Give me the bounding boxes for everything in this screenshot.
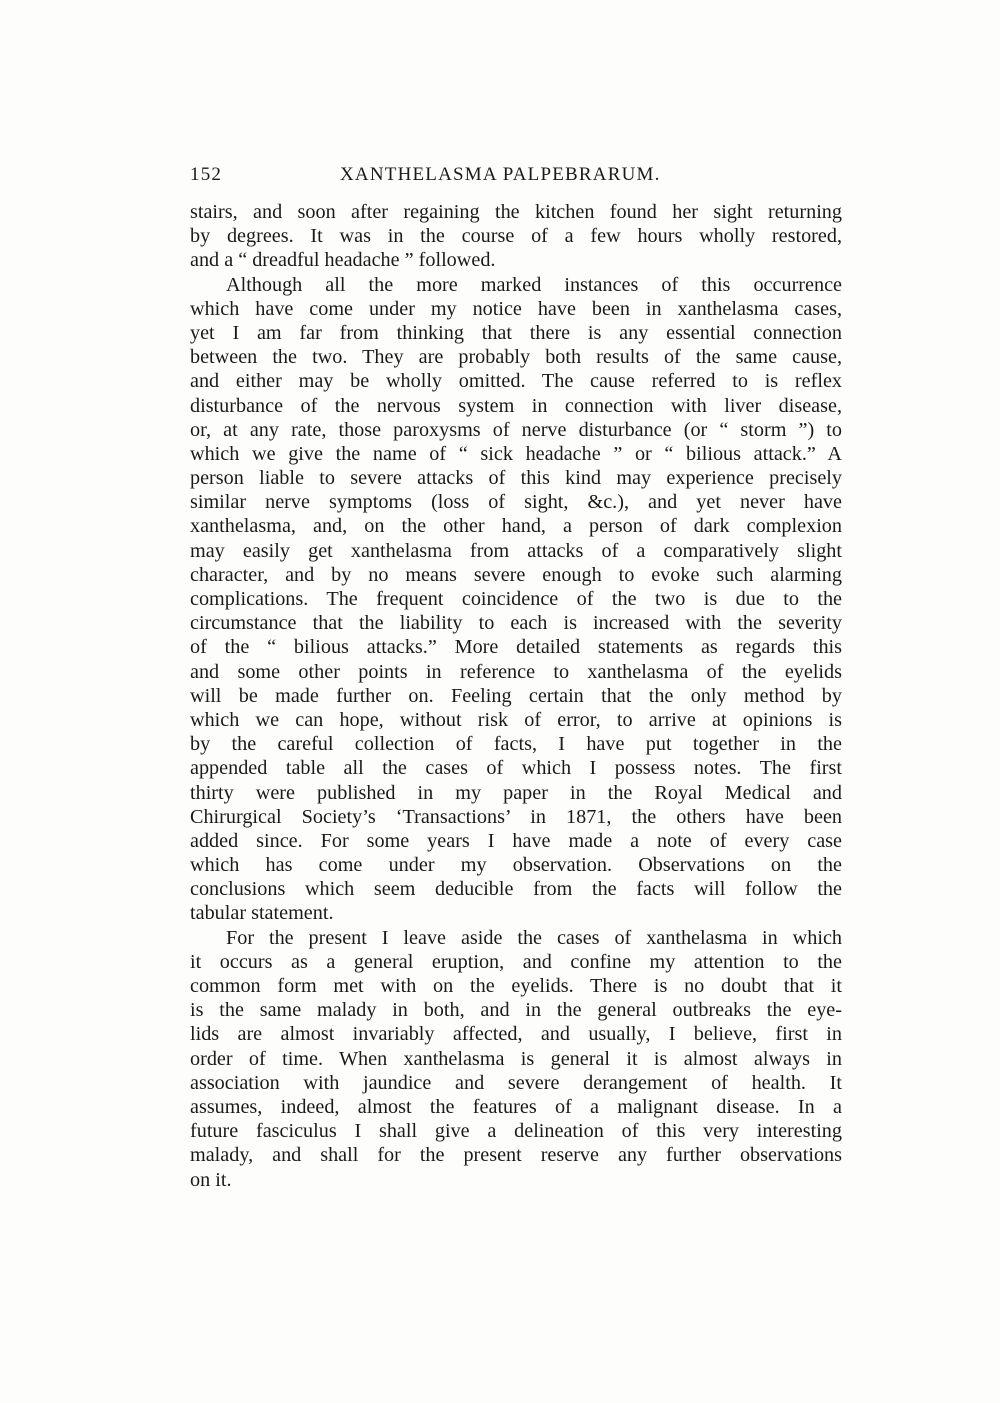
text-line: and some other points in reference to xanthelasma of the eyelids <box>190 660 842 683</box>
text-line: person liable to severe attacks of this kind may experience precisely <box>190 467 842 490</box>
text-line: appended table all the cases of which I possess notes. The first <box>190 757 842 780</box>
text-line: association with jaundice and severe derangement of health. It <box>190 1071 842 1094</box>
paragraph-start-line: For the present I leave aside the cases of xanthelasma in which <box>226 926 842 949</box>
text-line: lids are almost invariably affected, and usually, I believe, first in <box>190 1023 842 1046</box>
text-line: and a “ dreadful headache ” followed. <box>190 249 496 272</box>
text-line: added since. For some years I have made a note of every case <box>190 829 842 852</box>
text-line: and either may be wholly omitted. The cause referred to is reflex <box>190 370 842 393</box>
text-line: order of time. When xanthelasma is general it is almost always in <box>190 1047 842 1070</box>
text-line: will be made further on. Feeling certain that the only method by <box>190 684 842 707</box>
text-line: xanthelasma, and, on the other hand, a person of dark complexion <box>190 515 842 538</box>
text-line: stairs, and soon after regaining the kitchen found her sight returning <box>190 201 842 223</box>
text-line: it occurs as a general eruption, and confine my attention to the <box>190 950 842 973</box>
text-line: which we can hope, without risk of error, to arrive at opinions is <box>190 708 842 731</box>
text-line: character, and by no means severe enough to evoke such alarming <box>190 563 842 586</box>
text-line: disturbance of the nervous system in connection with liver disease, <box>190 394 842 417</box>
text-line: common form met with on the eyelids. There is no doubt that it <box>190 975 842 997</box>
text-line: by degrees. It was in the course of a few hours wholly restored, <box>190 225 842 248</box>
text-line: tabular statement. <box>190 902 334 925</box>
text-line: assumes, indeed, almost the features of a malignant disease. In a <box>190 1095 842 1118</box>
text-line: between the two. They are probably both results of the same cause, <box>190 346 842 369</box>
text-line: thirty were published in my paper in the Royal Medical and <box>190 781 842 804</box>
text-line: is the same malady in both, and in the general outbreaks the eye- <box>190 999 842 1022</box>
text-line: circumstance that the liability to each is increased with the severity <box>190 612 842 635</box>
running-head <box>190 164 842 192</box>
text-line: similar nerve symptoms (loss of sight, &c.), and yet never have <box>190 491 842 514</box>
running-title: XANTHELASMA PALPEBRARUM. <box>340 164 661 185</box>
body-text <box>190 200 842 1192</box>
text-line: conclusions which seem deducible from the facts will follow the <box>190 878 842 901</box>
paragraph-start-line: Although all the more marked instances of this occurrence <box>226 273 842 296</box>
text-line: complications. The frequent coincidence of the two is due to the <box>190 588 842 610</box>
text-line: yet I am far from thinking that there is any essential connection <box>190 321 842 344</box>
text-line: on it. <box>190 1168 232 1191</box>
text-line: which have come under my notice have been in xanthelasma cases, <box>190 297 842 320</box>
text-line: of the “ bilious attacks.” More detailed statements as regards this <box>190 636 842 659</box>
text-line: which we give the name of “ sick headache ” or “ bilious attack.” A <box>190 442 842 465</box>
text-line: may easily get xanthelasma from attacks of a comparatively slight <box>190 539 842 562</box>
text-line: by the careful collection of facts, I have put together in the <box>190 733 842 756</box>
text-line: malady, and shall for the present reserve any further observations <box>190 1144 842 1167</box>
page-number: 152 <box>190 164 223 185</box>
text-line: or, at any rate, those paroxysms of nerve disturbance (or “ storm ”) to <box>190 418 842 441</box>
text-line: Chirurgical Society’s ‘Transactions’ in 1871, the others have been <box>190 805 842 828</box>
text-line: which has come under my observation. Observations on the <box>190 854 842 877</box>
text-line: future fasciculus I shall give a delineation of this very interesting <box>190 1120 842 1143</box>
